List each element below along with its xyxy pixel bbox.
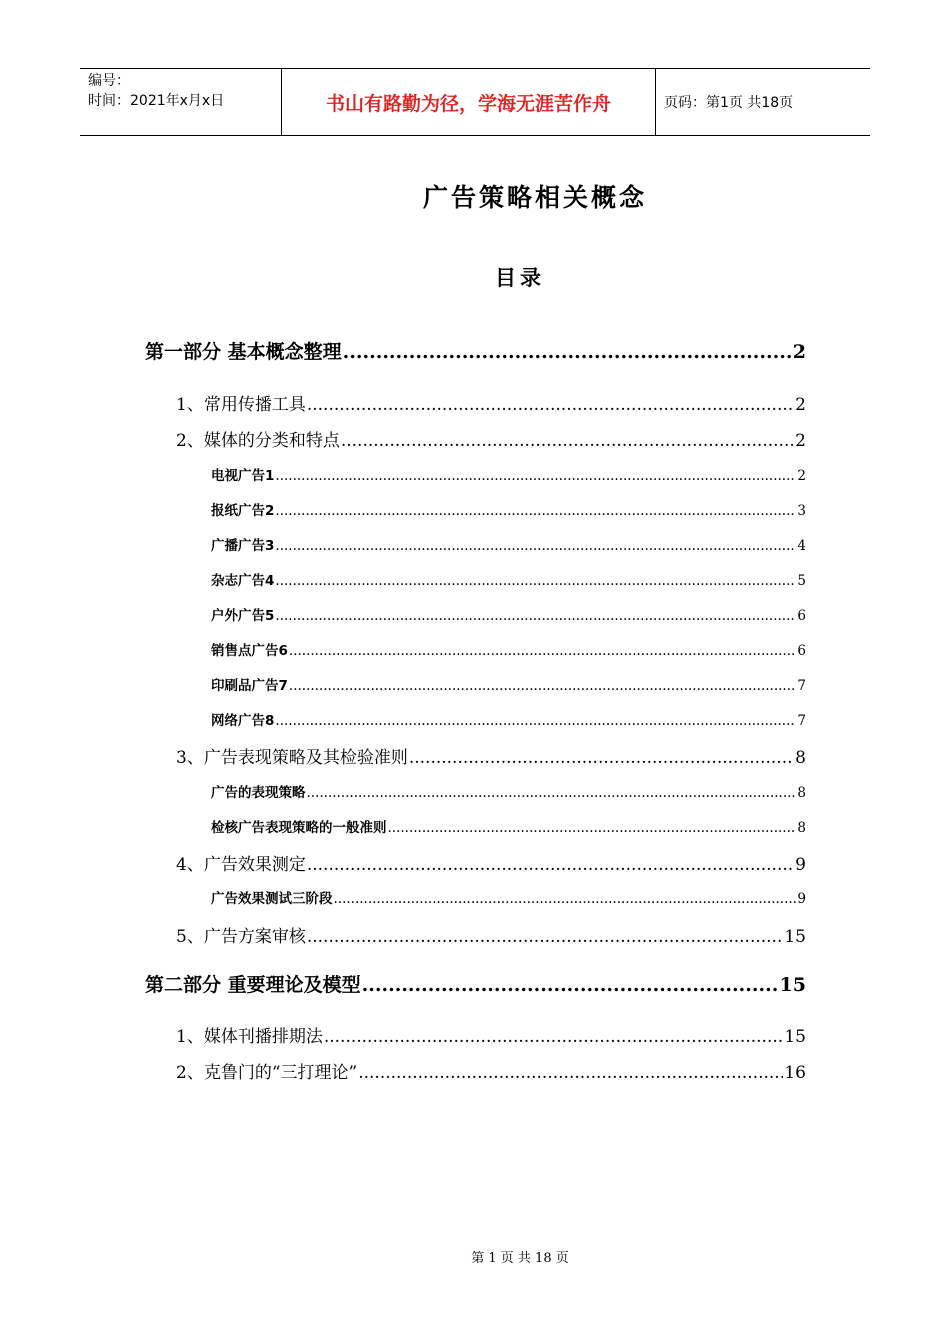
- toc-entry-page: 8: [797, 820, 806, 836]
- toc-entry-page: 6: [797, 608, 806, 624]
- toc-entry-page: 6: [797, 643, 806, 659]
- toc-entry[interactable]: [211, 887, 806, 907]
- toc-entry-text: 电视广告1: [211, 468, 275, 484]
- toc-entry[interactable]: [176, 1058, 806, 1083]
- toc-leader: [275, 573, 796, 589]
- toc-entry-text: 报纸广告2: [211, 503, 275, 519]
- toc-entry-text: 检核广告表现策略的一般准则: [211, 820, 387, 836]
- toc-entry-text: 2、克鲁门的“三打理论”: [176, 1063, 358, 1083]
- toc-entry-text: 销售点广告6: [211, 643, 288, 659]
- toc-entry[interactable]: [211, 604, 806, 624]
- toc-leader: [307, 855, 794, 875]
- toc-entry[interactable]: [211, 781, 806, 801]
- toc-entry-page: 3: [797, 503, 806, 519]
- toc-entry[interactable]: [211, 816, 806, 836]
- toc-leader: [334, 891, 797, 907]
- toc-entry-text: 杂志广告4: [211, 573, 275, 589]
- toc-entry[interactable]: [176, 426, 806, 451]
- toc-heading: 目录: [495, 266, 545, 290]
- toc-leader: [289, 643, 797, 659]
- toc-entry-text: 3、广告表现策略及其检验准则: [176, 748, 408, 768]
- toc-leader: [307, 927, 784, 947]
- toc-entry[interactable]: [176, 1022, 806, 1047]
- toc-entry-page: 2: [797, 468, 806, 484]
- toc-entry-page: 2: [795, 431, 806, 451]
- toc-entry[interactable]: [211, 569, 806, 589]
- toc-entry-page: 8: [797, 785, 806, 801]
- toc-leader: [324, 1027, 784, 1047]
- toc-entry[interactable]: [211, 534, 806, 554]
- header-motto: 书山有路勤为径，学海无涯苦作舟: [325, 92, 611, 115]
- toc-leader: [275, 468, 796, 484]
- document-time-label: 时间：2021年x月x日: [88, 93, 225, 109]
- toc-entry-text: 2、媒体的分类和特点: [176, 431, 340, 451]
- toc-entry-text: 1、常用传播工具: [176, 395, 306, 415]
- toc-entry-text: 网络广告8: [211, 713, 275, 729]
- toc-entry-text: 广播广告3: [211, 538, 275, 554]
- toc-leader: [343, 341, 792, 363]
- toc-entry[interactable]: [145, 337, 806, 364]
- toc-entry-page: 2: [795, 395, 806, 415]
- toc-entry[interactable]: [211, 639, 806, 659]
- toc-leader: [289, 678, 797, 694]
- toc-leader: [409, 748, 794, 768]
- toc-entry-page: 5: [797, 573, 806, 589]
- toc-entry-text: 广告的表现策略: [211, 785, 306, 801]
- toc-entry-page: 15: [784, 1027, 806, 1047]
- toc-entry-page: 15: [784, 927, 806, 947]
- toc-entry[interactable]: [211, 464, 806, 484]
- toc-entry-text: 户外广告5: [211, 608, 275, 624]
- toc-entry-text: 1、媒体刊播排期法: [176, 1027, 323, 1047]
- toc-leader: [275, 713, 796, 729]
- toc-entry-page: 9: [795, 855, 806, 875]
- toc-entry-page: 7: [797, 713, 806, 729]
- toc-entry-text: 4、广告效果测定: [176, 855, 306, 875]
- toc-entry-text: 第一部分 基本概念整理: [145, 341, 342, 363]
- toc-entry-text: 广告效果测试三阶段: [211, 891, 333, 907]
- toc-leader: [307, 395, 794, 415]
- toc-entry-page: 9: [797, 891, 806, 907]
- toc-entry-text: 印刷品广告7: [211, 678, 288, 694]
- toc-entry[interactable]: [211, 709, 806, 729]
- toc-leader: [307, 785, 797, 801]
- toc-leader: [358, 1063, 783, 1083]
- toc-entry-page: 7: [797, 678, 806, 694]
- toc-entry[interactable]: [211, 499, 806, 519]
- toc-entry-text: 5、广告方案审核: [176, 927, 306, 947]
- toc-entry-page: 8: [795, 748, 806, 768]
- toc-entry-page: 16: [784, 1063, 806, 1083]
- header-page-info: 页码：第1页 共18页: [664, 95, 794, 111]
- document-title: 广告策略相关概念: [422, 183, 647, 212]
- toc-leader: [362, 974, 779, 996]
- toc-leader: [388, 820, 797, 836]
- toc-entry-page: 15: [779, 974, 806, 996]
- toc-leader: [275, 538, 796, 554]
- toc-entry-page: 4: [797, 538, 806, 554]
- toc-entry[interactable]: [211, 674, 806, 694]
- toc-leader: [341, 431, 794, 451]
- toc-leader: [275, 503, 796, 519]
- page-footer: 第 1 页 共 18 页: [471, 1251, 569, 1266]
- toc-entry-page: 2: [792, 341, 806, 363]
- toc-entry[interactable]: [176, 850, 806, 875]
- toc-entry-text: 第二部分 重要理论及模型: [145, 974, 361, 996]
- toc-entry[interactable]: [176, 922, 806, 947]
- toc-leader: [275, 608, 796, 624]
- document-number-label: 编号：: [88, 73, 130, 89]
- toc-entry[interactable]: [176, 743, 806, 768]
- toc-entry[interactable]: [176, 390, 806, 415]
- toc-entry[interactable]: [145, 970, 806, 997]
